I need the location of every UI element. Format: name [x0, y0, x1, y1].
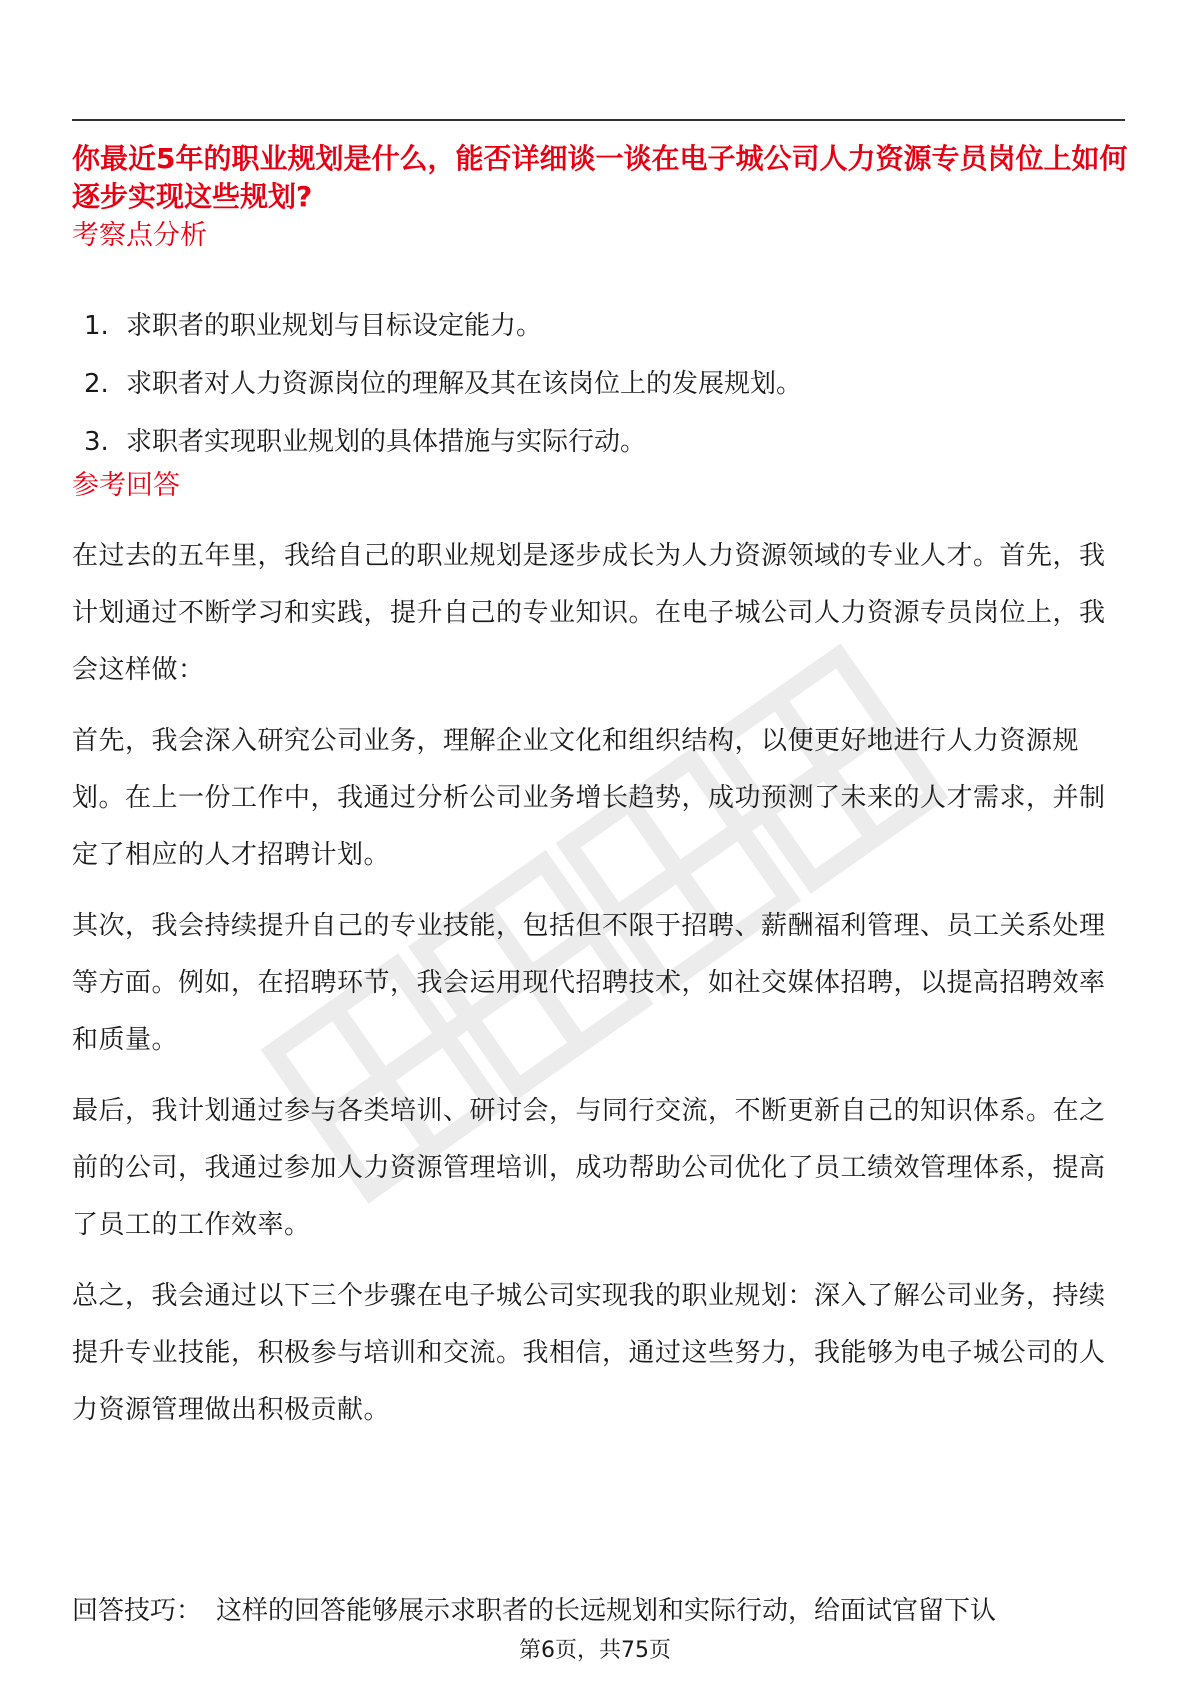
answer-paragraph: 最后，我计划通过参与各类培训、研讨会，与同行交流，不断更新自己的知识体系。在之前的公司，我通过参加人力资源管理培训，成功帮助公司优化了员工绩效管理体系，提高了员工的工作效率。 [72, 1096, 1106, 1240]
question-title: 你最近5年的职业规划是什么，能否详细谈一谈在电子城公司人力资源专员岗位上如何逐步实现这些规划? [72, 142, 1128, 213]
list-item-number: 1. [84, 311, 109, 341]
list-item [84, 308, 1124, 366]
list-item-number: 2. [84, 369, 109, 399]
list-item-number: 3. [84, 427, 109, 457]
analysis-list [84, 308, 1124, 482]
answer-tip [72, 1591, 1132, 1631]
tip-label: 回答技巧： [72, 1596, 203, 1626]
answer-heading: 参考回答 [72, 470, 180, 501]
list-item-text: 求职者的职业规划与目标设定能力。 [126, 311, 543, 341]
answer-paragraph: 其次，我会持续提升自己的专业技能，包括但不限于招聘、薪酬福利管理、员工关系处理等方面。例如，在招聘环节，我会运用现代招聘技术，如社交媒体招聘，以提高招聘效率和质量。 [72, 911, 1106, 1055]
page-number: 第6页，共75页 [519, 1638, 671, 1663]
list-item-text: 求职者实现职业规划的具体措施与实际行动。 [126, 427, 647, 457]
list-item-text: 求职者对人力资源岗位的理解及其在该岗位上的发展规划。 [126, 369, 803, 399]
tip-text: 这样的回答能够展示求职者的长远规划和实际行动，给面试官留下认 [216, 1596, 997, 1626]
list-item [84, 424, 1124, 482]
answer-paragraph: 总之，我会通过以下三个步骤在电子城公司实现我的职业规划：深入了解公司业务，持续提升专业技能，积极参与培训和交流。我相信，通过这些努力，我能够为电子城公司的人力资源管理做出积极贡献。 [72, 1281, 1106, 1425]
analysis-heading: 考察点分析 [72, 220, 207, 251]
list-item [84, 366, 1124, 424]
top-divider [72, 119, 1125, 121]
answer-paragraph: 在过去的五年里，我给自己的职业规划是逐步成长为人力资源领域的专业人才。首先，我计划通过不断学习和实践，提升自己的专业知识。在电子城公司人力资源专员岗位上，我会这样做： [72, 541, 1106, 685]
answer-paragraph: 首先，我会深入研究公司业务，理解企业文化和组织结构，以便更好地进行人力资源规划。在上一份工作中，我通过分析公司业务增长趋势，成功预测了未来的人才需求，并制定了相应的人才招聘计划。 [72, 726, 1106, 870]
